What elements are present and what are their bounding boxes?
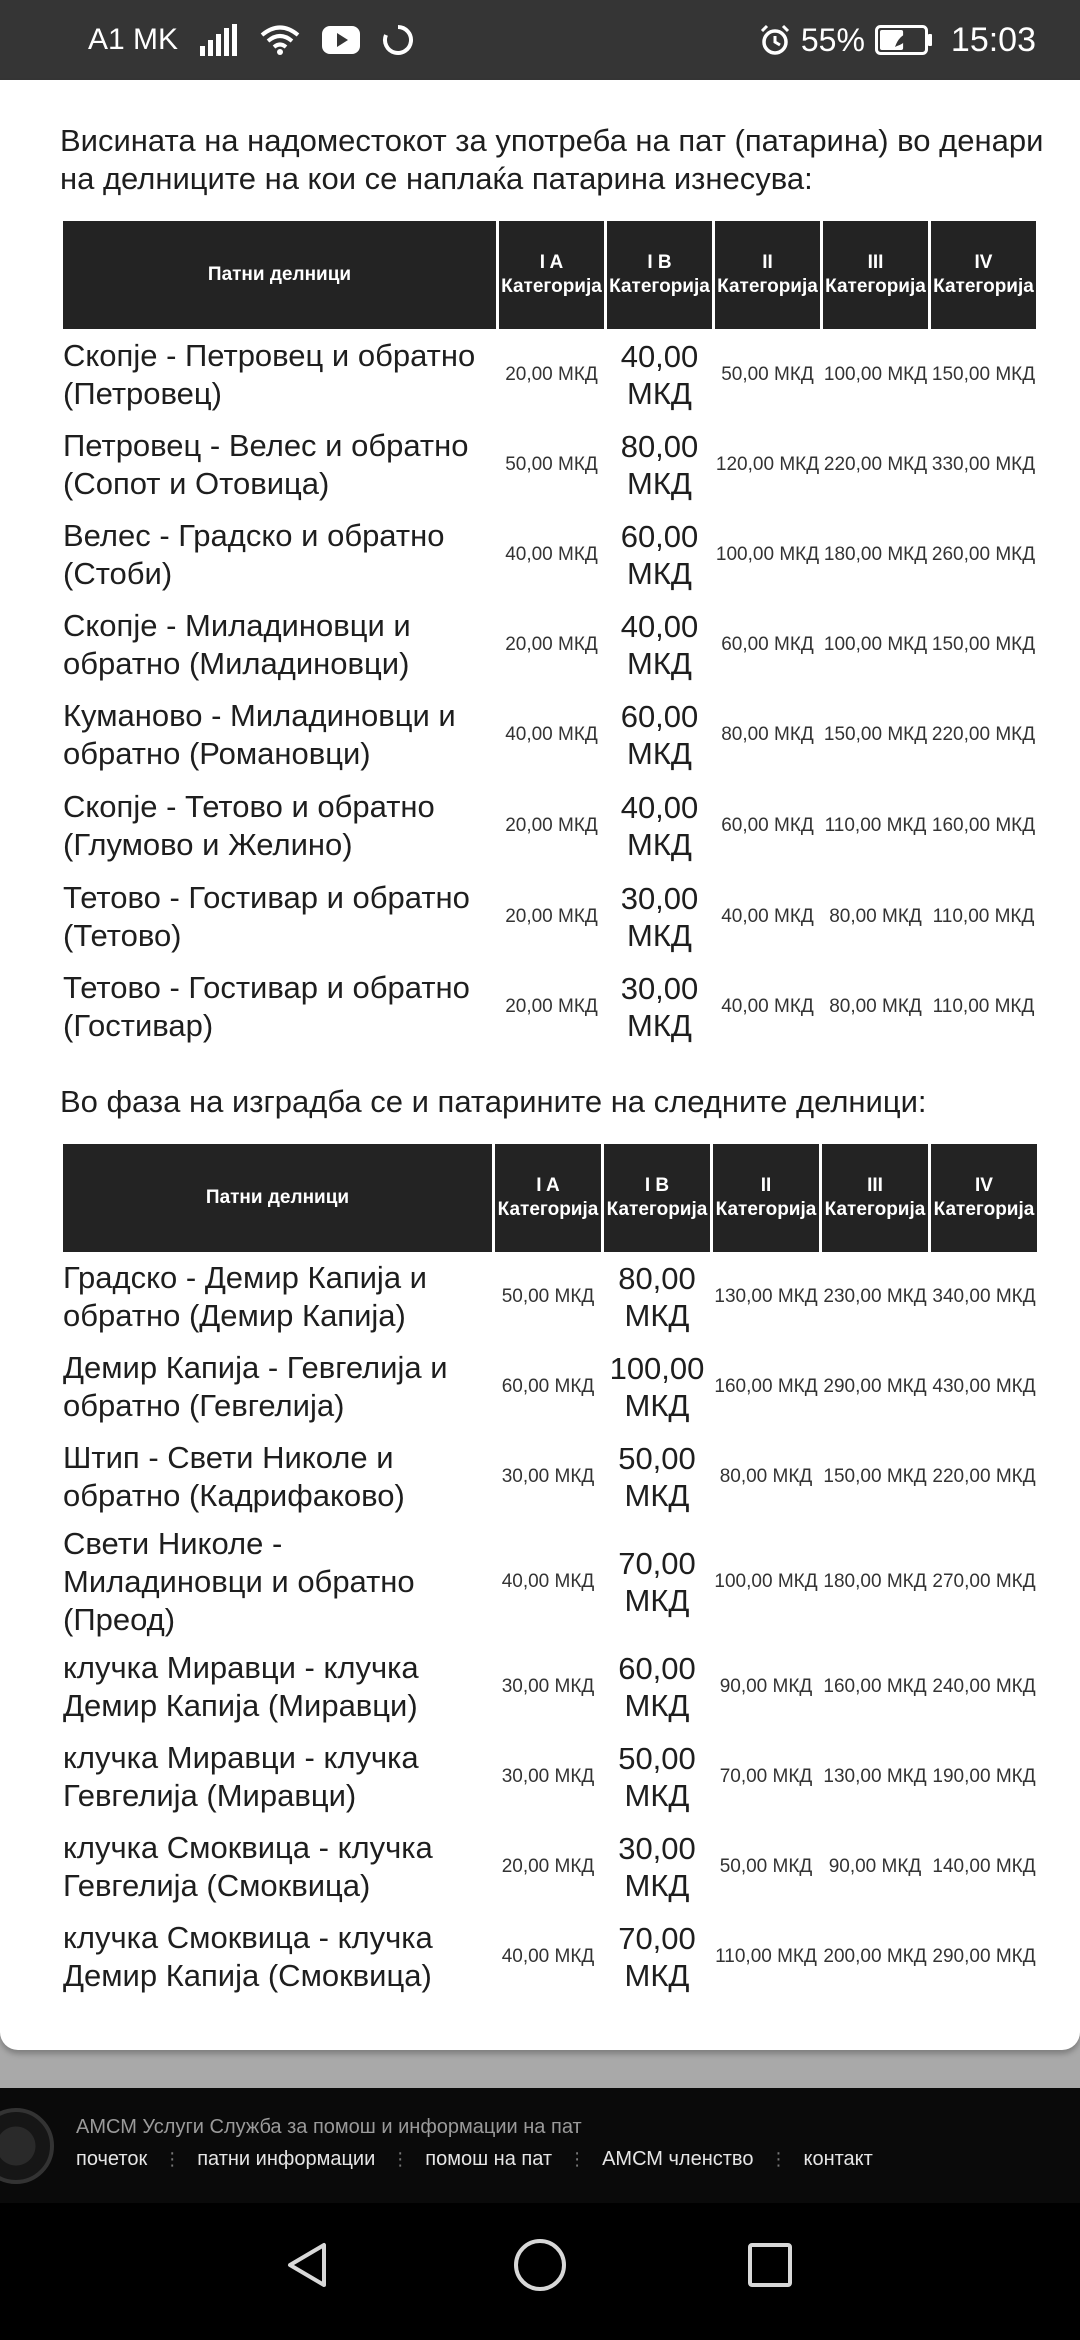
price-cat-4: 220,00 МКД	[932, 1466, 1036, 1487]
price-cat-4: 110,00 МКД	[932, 996, 1035, 1017]
price-cat-1a: 30,00 МКД	[501, 1676, 595, 1697]
price-cat-3: 180,00 МКД	[823, 1571, 927, 1592]
table-row	[63, 1912, 1037, 2002]
amsm-logo	[0, 2108, 54, 2184]
price-cat-3: 110,00 МКД	[824, 815, 927, 836]
header-cat-1a	[495, 1144, 601, 1252]
price-cat-1b: 60,00 МКД	[618, 1651, 696, 1723]
header-cat-3-word: Категорија	[824, 1199, 926, 1220]
footer-separator: ⋮	[568, 2149, 587, 2169]
footer-nav	[76, 2148, 873, 2171]
price-cat-1a: 20,00 МКД	[505, 634, 598, 655]
wifi-icon	[260, 24, 300, 56]
price-cat-3: 290,00 МКД	[823, 1376, 927, 1397]
row-section-name: Петровец - Велес и обратно (Сопот и Отовица)	[63, 428, 469, 501]
price-cat-2: 110,00 МКД	[715, 1946, 817, 1967]
signal-bars-icon	[200, 24, 238, 56]
price-cat-1b: 50,00 МКД	[618, 1741, 696, 1813]
header-cat-3	[823, 221, 928, 329]
header-cat-2-word: Категорија	[717, 276, 818, 297]
table-row	[63, 690, 1036, 780]
youtube-icon	[322, 26, 360, 54]
header-cat-1b-word: Категорија	[606, 1199, 708, 1220]
price-cat-2: 100,00 МКД	[715, 544, 820, 565]
row-section-name: клучка Миравци - клучка Гевгелија (Миравци)	[63, 1740, 419, 1813]
status-right	[759, 20, 1036, 60]
price-cat-1b: 40,00 МКД	[620, 790, 699, 862]
loading-circle-icon	[382, 24, 414, 56]
header-cat-4-word: Категорија	[933, 276, 1034, 297]
header-cat-3-code: III	[867, 1175, 883, 1196]
price-cat-2: 40,00 МКД	[721, 906, 814, 927]
price-cat-4: 140,00 МКД	[932, 1856, 1036, 1877]
price-cat-3: 200,00 МКД	[823, 1946, 927, 1967]
header-cat-1a	[499, 221, 604, 329]
table-header-row	[63, 221, 1036, 329]
price-cat-1b: 80,00 МКД	[620, 429, 699, 501]
price-cat-1a: 20,00 МКД	[505, 906, 598, 927]
price-cat-2: 90,00 МКД	[719, 1676, 813, 1697]
price-cat-2: 60,00 МКД	[721, 815, 814, 836]
price-cat-4: 110,00 МКД	[932, 906, 1035, 927]
status-bar	[0, 0, 1080, 80]
toll-table-construction	[60, 1144, 1040, 2002]
row-section-name: Велес - Градско и обратно (Стоби)	[63, 518, 445, 591]
table-row	[63, 1642, 1037, 1732]
price-cat-2: 50,00 МКД	[719, 1856, 813, 1877]
recents-square-icon[interactable]	[730, 2225, 810, 2305]
price-cat-3: 150,00 МКД	[823, 1466, 927, 1487]
header-section: Патни делници	[63, 1144, 492, 1252]
table-row	[63, 780, 1036, 872]
price-cat-1b: 40,00 МКД	[620, 609, 699, 681]
price-cat-2: 130,00 МКД	[714, 1286, 818, 1307]
intro-text: Висината на надоместокот за употреба на пат (патарина) во денари на делниците на кои се наплаќа патарина изнесува:	[60, 123, 1044, 196]
price-cat-2: 160,00 МКД	[714, 1376, 818, 1397]
footer-separator: ⋮	[769, 2149, 788, 2169]
row-section-name: клучка Смоквица - клучка Демир Капија (Смоквица)	[63, 1920, 433, 1993]
price-cat-1b: 80,00 МКД	[618, 1261, 696, 1333]
price-cat-1a: 20,00 МКД	[505, 815, 598, 836]
price-cat-1b: 30,00 МКД	[620, 881, 699, 953]
price-cat-4: 190,00 МКД	[932, 1766, 1036, 1787]
price-cat-3: 100,00 МКД	[823, 363, 928, 385]
price-cat-1a: 20,00 МКД	[505, 996, 598, 1017]
toll-table-active	[60, 221, 1039, 1052]
battery-icon	[875, 25, 933, 55]
header-cat-1b	[604, 1144, 710, 1252]
price-cat-3: 90,00 МКД	[828, 1856, 922, 1877]
price-cat-3: 80,00 МКД	[829, 906, 922, 927]
toll-table-construction-body	[63, 1252, 1037, 2002]
table-row	[63, 329, 1036, 420]
footer-title: АМСМ Услуги Служба за помош и информации на пат	[76, 2116, 582, 2138]
price-cat-4: 160,00 МКД	[931, 815, 1036, 836]
price-cat-3: 180,00 МКД	[823, 544, 928, 565]
header-cat-1b-code: I B	[644, 1175, 670, 1196]
toll-table-active-body	[63, 329, 1036, 1052]
home-circle-icon[interactable]	[500, 2225, 580, 2305]
price-cat-4: 290,00 МКД	[932, 1946, 1036, 1967]
table-row	[63, 1732, 1037, 1822]
alarm-icon	[759, 24, 791, 56]
price-cat-4: 150,00 МКД	[931, 634, 1036, 655]
header-cat-3-word: Категорија	[825, 276, 926, 297]
price-cat-1b: 30,00 МКД	[620, 971, 699, 1043]
construction-text: Во фаза на изградба се и патарините на следните делници:	[60, 1084, 927, 1119]
header-cat-1a-word: Категорија	[497, 1199, 599, 1220]
table-row	[63, 1342, 1037, 1432]
header-cat-4-word: Категорија	[933, 1199, 1035, 1220]
row-section-name: Штип - Свети Николе и обратно (Кадрифаково)	[63, 1440, 405, 1513]
price-cat-3: 230,00 МКД	[823, 1286, 927, 1307]
clock: 15:03	[950, 20, 1036, 59]
back-triangle-icon[interactable]	[268, 2225, 348, 2305]
price-cat-1a: 60,00 МКД	[501, 1376, 595, 1397]
carrier-name: A1 MK	[88, 23, 179, 56]
row-section-name: Скопје - Миладиновци и обратно (Миладиновци)	[63, 608, 411, 681]
price-cat-1a: 30,00 МКД	[501, 1766, 595, 1787]
price-cat-2: 100,00 МКД	[714, 1571, 818, 1592]
price-cat-4: 240,00 МКД	[932, 1676, 1036, 1697]
header-cat-1b-word: Категорија	[609, 276, 710, 297]
price-cat-2: 50,00 МКД	[721, 363, 814, 385]
price-cat-1b: 30,00 МКД	[618, 1831, 696, 1903]
price-cat-2: 60,00 МКД	[721, 634, 814, 655]
price-cat-1a: 50,00 МКД	[501, 1286, 595, 1307]
price-cat-4: 260,00 МКД	[931, 544, 1036, 565]
price-cat-2: 40,00 МКД	[721, 996, 814, 1017]
price-cat-4: 150,00 МКД	[931, 363, 1036, 385]
footer-separator: ⋮	[163, 2149, 182, 2169]
row-section-name: клучка Смоквица - клучка Гевгелија (Смоквица)	[63, 1830, 433, 1903]
battery-percent: 55%	[800, 21, 865, 58]
row-section-name: Демир Капија - Гевгелија и обратно (Гевгелија)	[63, 1350, 448, 1423]
table-header-row	[63, 1144, 1037, 1252]
table-row	[63, 1432, 1037, 1522]
price-cat-1b: 40,00 МКД	[620, 338, 699, 411]
content-card	[0, 80, 1080, 2050]
price-cat-2: 120,00 МКД	[715, 454, 820, 475]
price-cat-3: 100,00 МКД	[823, 634, 928, 655]
price-cat-1a: 40,00 МКД	[505, 724, 598, 745]
footer-link[interactable]: АМСМ членство	[602, 2148, 754, 2170]
row-section-name: Тетово - Гостивар и обратно (Гостивар)	[63, 970, 470, 1043]
header-cat-2-code: II	[762, 252, 773, 273]
price-cat-1b: 70,00 МКД	[618, 1546, 696, 1618]
price-cat-1a: 20,00 МКД	[501, 1856, 595, 1877]
price-cat-4: 330,00 МКД	[931, 454, 1036, 475]
table-row	[63, 420, 1036, 510]
row-section-name: Градско - Демир Капија и обратно (Демир Капија)	[63, 1260, 427, 1333]
status-left	[88, 20, 414, 60]
header-cat-4-code: IV	[975, 1175, 993, 1196]
footer-link[interactable]: почеток	[76, 2148, 148, 2170]
header-cat-1b-code: I B	[647, 252, 672, 273]
header-cat-3-code: III	[867, 252, 884, 273]
table-row	[63, 872, 1036, 962]
price-cat-1a: 40,00 МКД	[501, 1571, 595, 1592]
header-cat-2	[715, 221, 820, 329]
price-cat-4: 340,00 МКД	[932, 1286, 1036, 1307]
site-footer	[0, 2088, 1080, 2203]
price-cat-4: 270,00 МКД	[932, 1571, 1036, 1592]
row-section-name: Свети Николе - Миладиновци и обратно (Преод)	[63, 1526, 415, 1637]
header-cat-3	[822, 1144, 928, 1252]
price-cat-2: 80,00 МКД	[719, 1466, 813, 1487]
table-row	[63, 600, 1036, 690]
price-cat-2: 70,00 МКД	[719, 1766, 813, 1787]
table-row	[63, 1252, 1037, 1342]
row-section-name: клучка Миравци - клучка Демир Капија (Миравци)	[63, 1650, 419, 1723]
row-section-name: Скопје - Тетово и обратно (Глумово и Желино)	[63, 789, 435, 862]
footer-link[interactable]: контакт	[803, 2148, 873, 2170]
price-cat-1a: 50,00 МКД	[505, 454, 598, 475]
header-cat-1a-code: I A	[539, 252, 564, 273]
header-cat-1a-code: I A	[536, 1175, 560, 1196]
system-nav-bar	[0, 2203, 1080, 2340]
price-cat-1b: 50,00 МКД	[618, 1441, 696, 1513]
header-cat-4	[931, 1144, 1037, 1252]
row-section-name: Куманово - Миладиновци и обратно (Романовци)	[63, 698, 456, 771]
header-cat-1a-word: Категорија	[501, 276, 602, 297]
price-cat-3: 80,00 МКД	[829, 996, 922, 1017]
footer-separator: ⋮	[391, 2149, 410, 2169]
price-cat-3: 130,00 МКД	[823, 1766, 927, 1787]
row-section-name: Тетово - Гостивар и обратно (Тетово)	[63, 880, 470, 953]
header-cat-2-code: II	[760, 1175, 772, 1196]
header-cat-1b	[607, 221, 712, 329]
price-cat-3: 220,00 МКД	[823, 454, 928, 475]
table-row	[63, 1822, 1037, 1912]
table-row	[63, 1522, 1037, 1642]
header-cat-2	[713, 1144, 819, 1252]
price-cat-4: 430,00 МКД	[932, 1376, 1036, 1397]
price-cat-1a: 40,00 МКД	[501, 1946, 595, 1967]
price-cat-1b: 60,00 МКД	[620, 699, 699, 771]
table-row	[63, 510, 1036, 600]
price-cat-1b: 70,00 МКД	[618, 1921, 696, 1993]
header-cat-4	[931, 221, 1036, 329]
price-cat-1a: 20,00 МКД	[505, 363, 598, 385]
header-cat-4-code: IV	[974, 252, 993, 273]
footer-link[interactable]: помош на пат	[425, 2148, 553, 2170]
price-cat-4: 220,00 МКД	[931, 724, 1036, 745]
price-cat-1b: 100,00 МКД	[609, 1351, 705, 1423]
price-cat-2: 80,00 МКД	[721, 724, 814, 745]
price-cat-1a: 40,00 МКД	[505, 544, 598, 565]
price-cat-3: 160,00 МКД	[823, 1676, 927, 1697]
header-cat-2-word: Категорија	[715, 1199, 817, 1220]
row-section-name: Скопје - Петровец и обратно (Петровец)	[63, 337, 476, 411]
price-cat-3: 150,00 МКД	[823, 724, 928, 745]
header-section: Патни делници	[63, 221, 496, 329]
table-row	[63, 962, 1036, 1052]
price-cat-1b: 60,00 МКД	[620, 519, 699, 591]
price-cat-1a: 30,00 МКД	[501, 1466, 595, 1487]
footer-link[interactable]: патни информации	[197, 2148, 376, 2170]
